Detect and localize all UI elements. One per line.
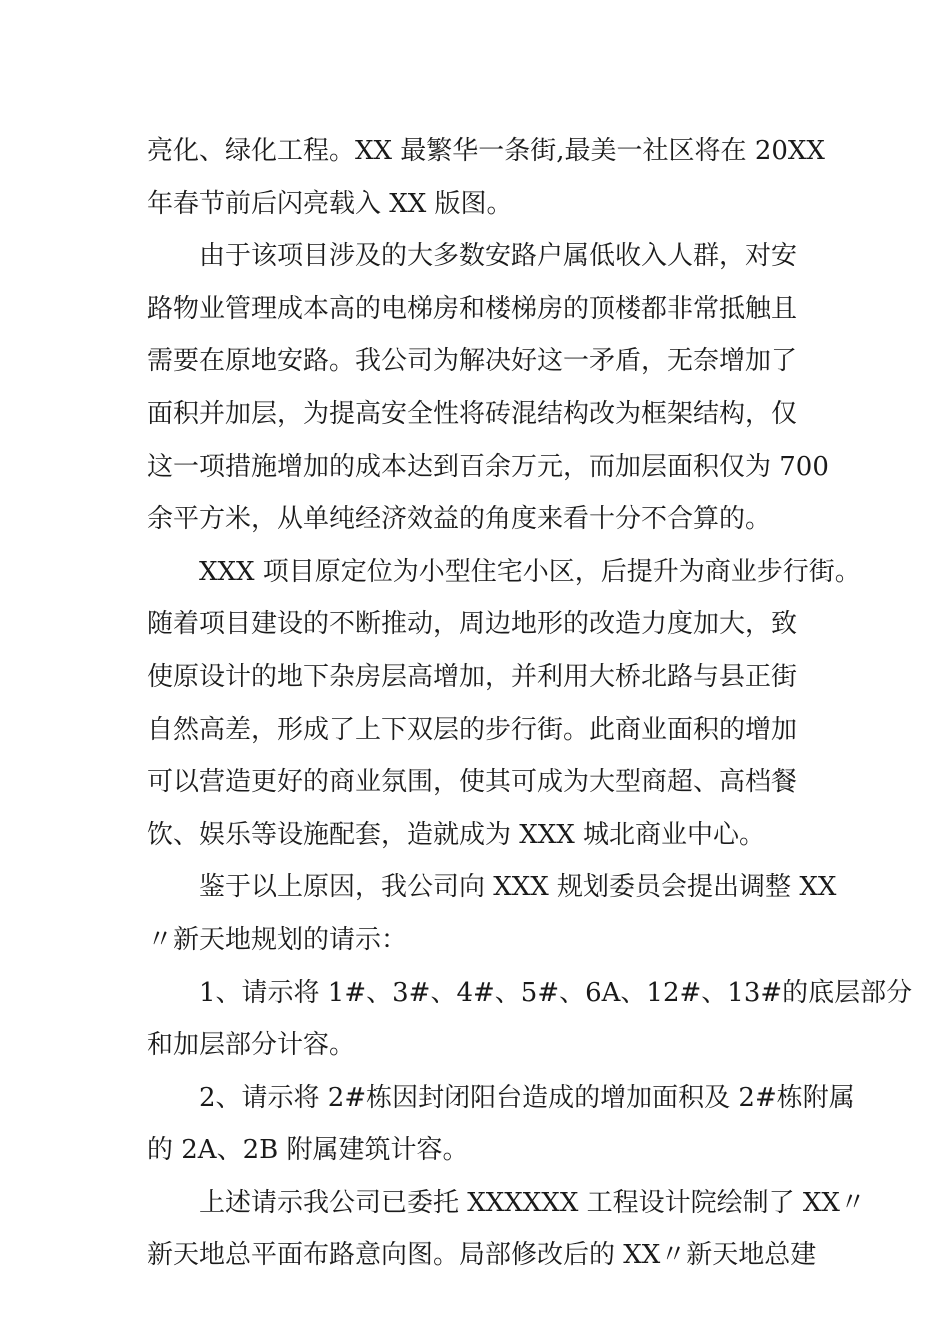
text-line: 随着项目建设的不断推动，周边地形的改造力度加大，致	[147, 609, 798, 640]
text-line: 面积并加层，为提高安全性将砖混结构改为框架结构，仅	[147, 398, 798, 429]
text-line: 饮、娱乐等设施配套，造就成为 XXX 城北商业中心。	[147, 819, 766, 850]
text-line: 亮化、绿化工程。XX 最繁华一条街,最美一社区将在 20XX	[147, 136, 825, 166]
paragraph-start-line: XXX 项目原定位为小型住宅小区，后提升为商业步行街。	[199, 556, 861, 587]
text-line: 〃新天地规划的请示：	[147, 924, 408, 955]
text-line: 的 2A、2B 附属建筑计容。	[147, 1135, 469, 1166]
text-line: 这一项措施增加的成本达到百余万元，而加层面积仅为 700	[147, 451, 829, 482]
text-line: 需要在原地安路。我公司为解决好这一矛盾，无奈增加了	[147, 346, 798, 377]
text-line: 余平方米，从单纯经济效益的角度来看十分不合算的。	[147, 504, 772, 535]
document-body	[147, 125, 913, 1282]
text-line: 年春节前后闪亮载入 XX 版图。	[147, 188, 513, 219]
text-line: 自然高差，形成了上下双层的步行街。此商业面积的增加	[147, 714, 798, 745]
paragraph-start-line: 鉴于以上原因，我公司向 XXX 规划委员会提出调整 XX	[199, 872, 837, 903]
text-line: 路物业管理成本高的电梯房和楼梯房的顶楼都非常抵触且	[147, 293, 798, 324]
text-line: 可以营造更好的商业氛围，使其可成为大型商超、高档餐	[147, 767, 798, 798]
paragraph-start-line: 由于该项目涉及的大多数安路户属低收入人群，对安	[199, 241, 798, 272]
text-line: 和加层部分计容。	[147, 1030, 356, 1061]
text-line: 新天地总平面布路意向图。局部修改后的 XX〃新天地总建	[147, 1240, 817, 1271]
paragraph-start-line: 上述请示我公司已委托 XXXXXX 工程设计院绘制了 XX〃	[199, 1187, 866, 1218]
list-item-line: 1、请示将 1#、3#、4#、5#、6A、12#、13#的底层部分	[199, 977, 913, 1008]
text-line: 使原设计的地下杂房层高增加，并利用大桥北路与县正街	[147, 661, 798, 692]
list-item-line: 2、请示将 2#栋因封闭阳台造成的增加面积及 2#栋附属	[199, 1082, 855, 1113]
